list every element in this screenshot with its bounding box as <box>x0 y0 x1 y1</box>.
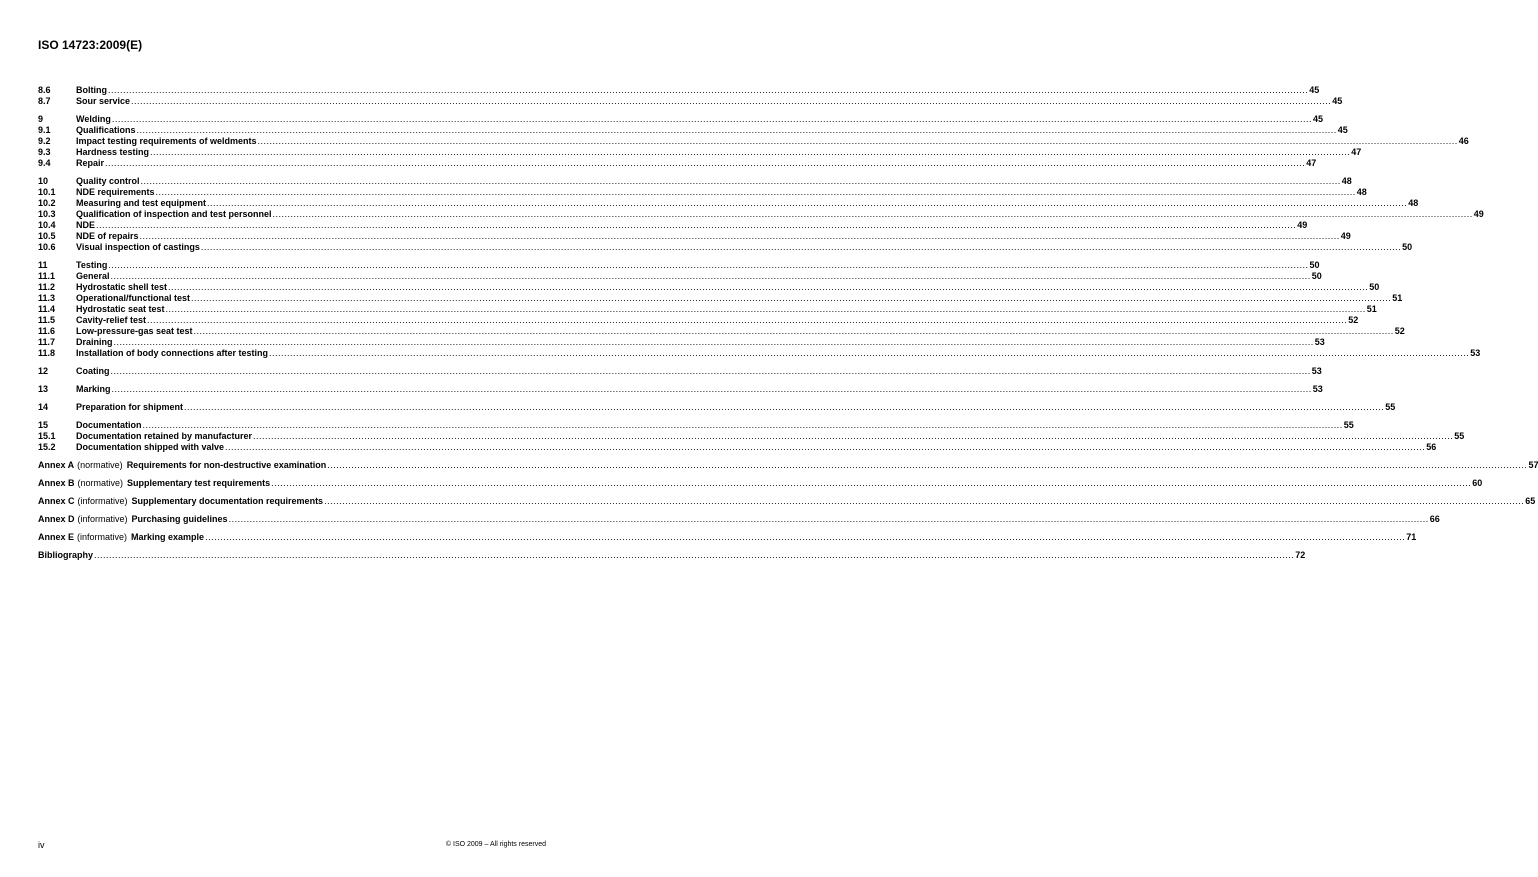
toc-leader-dots: ................................................................................................................................................................................................................................................................................................................................................................................................................ <box>269 348 1470 358</box>
toc-entry-number: 10.3 <box>38 209 56 219</box>
toc-leader-dots: ................................................................................................................................................................................................................................................................................................................................................................................................................ <box>108 260 1309 270</box>
annex-kind: (informative) <box>77 514 128 524</box>
toc-entry-page: 53 <box>1470 348 1481 358</box>
toc-entry-number: 10.4 <box>38 220 56 230</box>
toc-leader-dots: ................................................................................................................................................................................................................................................................................................................................................................................................................ <box>142 420 1343 430</box>
toc-entry[interactable] <box>38 176 1352 187</box>
toc-leader-dots: ................................................................................................................................................................................................................................................................................................................................................................................................................ <box>131 96 1332 106</box>
toc-entry-page: 50 <box>1309 260 1320 270</box>
annex-title: Requirements for non-destructive examination <box>126 460 327 470</box>
toc-entry-title: Preparation for shipment <box>76 402 184 412</box>
toc-entry-page: 48 <box>1341 176 1352 186</box>
toc-entry-page: 55 <box>1454 431 1465 441</box>
toc-entry-number: 11.5 <box>38 315 56 325</box>
toc-entry-page: 53 <box>1311 366 1322 376</box>
toc-annex-entry[interactable] <box>38 496 1536 507</box>
annex-label: Annex B <box>38 478 75 488</box>
toc-entry-number: 11.7 <box>38 337 56 347</box>
toc-entry-page: 45 <box>1313 114 1324 124</box>
toc-annex-entry[interactable] <box>38 532 1417 543</box>
toc-entry-title: Documentation shipped with valve <box>76 442 225 452</box>
toc-leader-dots: ................................................................................................................................................................................................................................................................................................................................................................................................................ <box>147 315 1348 325</box>
toc-leader-dots: ................................................................................................................................................................................................................................................................................................................................................................................................................ <box>136 125 1337 135</box>
toc-entry[interactable] <box>38 158 1317 169</box>
toc-leader-dots: ................................................................................................................................................................................................................................................................................................................................................................................................................ <box>96 220 1297 230</box>
toc-entry[interactable] <box>38 220 1308 231</box>
toc-entry[interactable] <box>38 136 1469 147</box>
toc-entry[interactable] <box>38 85 1320 96</box>
document-id: ISO 14723:2009(E) <box>38 38 143 52</box>
toc-entry-title: Testing <box>76 260 108 270</box>
toc-entry[interactable] <box>38 442 1437 453</box>
toc-entry-number: 10.6 <box>38 242 56 252</box>
toc-entry-page: 45 <box>1309 85 1320 95</box>
toc-entry-page: 55 <box>1385 402 1396 412</box>
toc-entry-title: Qualifications <box>76 125 136 135</box>
toc-leader-dots: ................................................................................................................................................................................................................................................................................................................................................................................................................ <box>111 114 1313 124</box>
toc-entry-number: 11.1 <box>38 271 56 281</box>
toc-entry-title: NDE requirements <box>76 187 155 197</box>
toc-entry[interactable] <box>38 114 1324 125</box>
annex-title: Purchasing guidelines <box>131 514 228 524</box>
toc-entry-number: 8.6 <box>38 85 51 95</box>
toc-bibliography-entry[interactable] <box>38 550 1306 561</box>
toc-entry-title: Measuring and test equipment <box>76 198 207 208</box>
toc-entry-title: Impact testing requirements of weldments <box>76 136 257 146</box>
toc-leader-dots: ................................................................................................................................................................................................................................................................................................................................................................................................................ <box>139 231 1340 241</box>
toc-entry-page: 46 <box>1458 136 1469 146</box>
annex-title: Marking example <box>131 532 205 542</box>
toc-entry-page: 51 <box>1366 304 1377 314</box>
toc-entry-number: 13 <box>38 384 49 394</box>
toc-entry[interactable] <box>38 125 1348 136</box>
toc-entry[interactable] <box>38 198 1419 209</box>
toc-entry-number: 10.2 <box>38 198 56 208</box>
toc-entry-title: Cavity-relief test <box>76 315 147 325</box>
toc-entry-number: 11.2 <box>38 282 56 292</box>
toc-leader-dots: ................................................................................................................................................................................................................................................................................................................................................................................................................ <box>94 550 1295 560</box>
toc-entry-page: 53 <box>1314 337 1325 347</box>
toc-entry[interactable] <box>38 147 1362 158</box>
toc-entry[interactable] <box>38 420 1354 431</box>
toc-entry-number: 8.7 <box>38 96 51 106</box>
toc-entry-page: 45 <box>1337 125 1348 135</box>
toc-entry-page: 52 <box>1348 315 1359 325</box>
toc-entry-title: NDE of repairs <box>76 231 139 241</box>
annex-page: 57 <box>1528 460 1538 470</box>
toc-leader-dots: ................................................................................................................................................................................................................................................................................................................................................................................................................ <box>165 304 1366 314</box>
toc-entry-number: 11.6 <box>38 326 56 336</box>
toc-entry-page: 56 <box>1426 442 1437 452</box>
toc-entry[interactable] <box>38 402 1396 413</box>
toc-entry-page: 47 <box>1351 147 1362 157</box>
toc-entry-title: Documentation retained by manufacturer <box>76 431 253 441</box>
toc-leader-dots: ................................................................................................................................................................................................................................................................................................................................................................................................................ <box>140 176 1341 186</box>
toc-entry[interactable] <box>38 304 1377 315</box>
toc-entry-title: Marking <box>76 384 111 394</box>
annex-label: Annex A <box>38 460 75 470</box>
bibliography-title: Bibliography <box>38 550 94 560</box>
toc-entry-number: 11.8 <box>38 348 56 358</box>
toc-leader-dots: ................................................................................................................................................................................................................................................................................................................................................................................................................ <box>168 282 1369 292</box>
toc-entry-number: 9.3 <box>38 147 51 157</box>
toc-leader-dots: ................................................................................................................................................................................................................................................................................................................................................................................................................ <box>150 147 1351 157</box>
toc-entry[interactable] <box>38 337 1325 348</box>
toc-entry-title: Hardness testing <box>76 147 150 157</box>
toc-leader-dots: ................................................................................................................................................................................................................................................................................................................................................................................................................ <box>324 496 1525 506</box>
toc-leader-dots: ................................................................................................................................................................................................................................................................................................................................................................................................................ <box>193 326 1394 336</box>
page-number: iv <box>38 840 45 850</box>
toc-entry-page: 45 <box>1332 96 1343 106</box>
toc-entry[interactable] <box>38 260 1320 271</box>
toc-entry-title: Bolting <box>76 85 107 95</box>
toc-entry-number: 9.4 <box>38 158 51 168</box>
toc-entry-number: 9 <box>38 114 44 124</box>
toc-entry-page: 52 <box>1394 326 1405 336</box>
toc-annex-entry[interactable] <box>38 460 1538 471</box>
toc-leader-dots: ................................................................................................................................................................................................................................................................................................................................................................................................................ <box>110 366 1311 376</box>
toc-entry-number: 11.4 <box>38 304 56 314</box>
annex-title: Supplementary documentation requirements <box>131 496 324 506</box>
toc-entry-title: Draining <box>76 337 113 347</box>
toc-entry-page: 50 <box>1311 271 1322 281</box>
toc-entry-page: 48 <box>1408 198 1419 208</box>
toc-entry-number: 10 <box>38 176 49 186</box>
toc-entry-title: Installation of body connections after testing <box>76 348 269 358</box>
toc-entry-number: 15 <box>38 420 49 430</box>
toc-entry[interactable] <box>38 366 1322 377</box>
copyright-notice: © ISO 2009 – All rights reserved <box>445 841 546 848</box>
toc-leader-dots: ................................................................................................................................................................................................................................................................................................................................................................................................................ <box>257 136 1458 146</box>
toc-entry-page: 50 <box>1369 282 1380 292</box>
toc-leader-dots: ................................................................................................................................................................................................................................................................................................................................................................................................................ <box>155 187 1356 197</box>
table-of-contents <box>38 85 1538 561</box>
toc-leader-dots: ................................................................................................................................................................................................................................................................................................................................................................................................................ <box>108 85 1309 95</box>
annex-label: Annex E <box>38 532 75 542</box>
toc-entry-title: Sour service <box>76 96 131 106</box>
toc-entry-page: 51 <box>1392 293 1403 303</box>
toc-entry-title: Hydrostatic seat test <box>76 304 165 314</box>
toc-entry-title: NDE <box>76 220 96 230</box>
toc-entry-page: 49 <box>1473 209 1484 219</box>
toc-entry-page: 49 <box>1340 231 1351 241</box>
toc-entry-title: Documentation <box>76 420 142 430</box>
annex-page: 66 <box>1429 514 1440 524</box>
toc-entry-page: 47 <box>1306 158 1317 168</box>
toc-entry[interactable] <box>38 315 1359 326</box>
toc-entry[interactable] <box>38 293 1403 304</box>
toc-entry-number: 15.2 <box>38 442 56 452</box>
toc-leader-dots: ................................................................................................................................................................................................................................................................................................................................................................................................................ <box>111 384 1312 394</box>
toc-entry-title: Coating <box>76 366 110 376</box>
toc-leader-dots: ................................................................................................................................................................................................................................................................................................................................................................................................................ <box>228 514 1429 524</box>
annex-page: 65 <box>1525 496 1536 506</box>
toc-entry-number: 10.5 <box>38 231 56 241</box>
toc-entry-title: Qualification of inspection and test personnel <box>76 209 272 219</box>
toc-leader-dots: ................................................................................................................................................................................................................................................................................................................................................................................................................ <box>200 242 1402 252</box>
toc-entry-title: Low-pressure-gas seat test <box>76 326 193 336</box>
toc-leader-dots: ................................................................................................................................................................................................................................................................................................................................................................................................................ <box>272 209 1473 219</box>
toc-entry-page: 50 <box>1402 242 1413 252</box>
toc-leader-dots: ................................................................................................................................................................................................................................................................................................................................................................................................................ <box>253 431 1454 441</box>
toc-entry-title: Welding <box>76 114 111 124</box>
toc-entry[interactable] <box>38 187 1367 198</box>
toc-entry[interactable] <box>38 231 1351 242</box>
toc-entry-number: 10.1 <box>38 187 56 197</box>
toc-leader-dots: ................................................................................................................................................................................................................................................................................................................................................................................................................ <box>271 478 1472 488</box>
annex-kind: (normative) <box>77 478 124 488</box>
annex-kind: (informative) <box>77 496 128 506</box>
annex-kind: (informative) <box>77 532 128 542</box>
toc-entry[interactable] <box>38 384 1323 395</box>
toc-entry[interactable] <box>38 209 1484 220</box>
toc-entry-page: 55 <box>1343 420 1354 430</box>
toc-leader-dots: ................................................................................................................................................................................................................................................................................................................................................................................................................ <box>113 337 1314 347</box>
toc-entry-number: 15.1 <box>38 431 56 441</box>
toc-leader-dots: ................................................................................................................................................................................................................................................................................................................................................................................................................ <box>191 293 1392 303</box>
toc-entry-title: Visual inspection of castings <box>76 242 200 252</box>
annex-label: Annex C <box>38 496 75 506</box>
toc-entry[interactable] <box>38 96 1343 107</box>
bibliography-page: 72 <box>1295 550 1306 560</box>
toc-entry[interactable] <box>38 271 1322 282</box>
annex-page: 60 <box>1472 478 1483 488</box>
toc-entry-title: General <box>76 271 110 281</box>
toc-leader-dots: ................................................................................................................................................................................................................................................................................................................................................................................................................ <box>207 198 1408 208</box>
annex-label: Annex D <box>38 514 75 524</box>
toc-leader-dots: ................................................................................................................................................................................................................................................................................................................................................................................................................ <box>205 532 1406 542</box>
toc-annex-entry[interactable] <box>38 514 1440 525</box>
annex-title: Supplementary test requirements <box>127 478 271 488</box>
toc-leader-dots: ................................................................................................................................................................................................................................................................................................................................................................................................................ <box>110 271 1311 281</box>
toc-entry-page: 48 <box>1356 187 1367 197</box>
toc-entry-page: 53 <box>1312 384 1323 394</box>
toc-entry-page: 49 <box>1297 220 1308 230</box>
toc-entry-number: 14 <box>38 402 49 412</box>
toc-leader-dots: ................................................................................................................................................................................................................................................................................................................................................................................................................ <box>327 460 1528 470</box>
toc-annex-entry[interactable] <box>38 478 1483 489</box>
toc-entry-title: Operational/functional test <box>76 293 191 303</box>
toc-entry-title: Quality control <box>76 176 140 186</box>
toc-entry-title: Repair <box>76 158 105 168</box>
annex-page: 71 <box>1406 532 1417 542</box>
toc-leader-dots: ................................................................................................................................................................................................................................................................................................................................................................................................................ <box>225 442 1426 452</box>
toc-entry-title: Hydrostatic shell test <box>76 282 168 292</box>
toc-entry-number: 11.3 <box>38 293 56 303</box>
toc-entry-number: 12 <box>38 366 49 376</box>
toc-entry-number: 9.1 <box>38 125 51 135</box>
toc-entry-number: 11 <box>38 260 48 270</box>
toc-entry[interactable] <box>38 431 1465 442</box>
toc-leader-dots: ................................................................................................................................................................................................................................................................................................................................................................................................................ <box>105 158 1306 168</box>
toc-entry[interactable] <box>38 348 1481 359</box>
toc-entry[interactable] <box>38 282 1380 293</box>
toc-entry-number: 9.2 <box>38 136 51 146</box>
annex-kind: (normative) <box>77 460 123 470</box>
toc-entry[interactable] <box>38 326 1405 337</box>
toc-leader-dots: ................................................................................................................................................................................................................................................................................................................................................................................................................ <box>184 402 1385 412</box>
toc-entry[interactable] <box>38 242 1413 253</box>
